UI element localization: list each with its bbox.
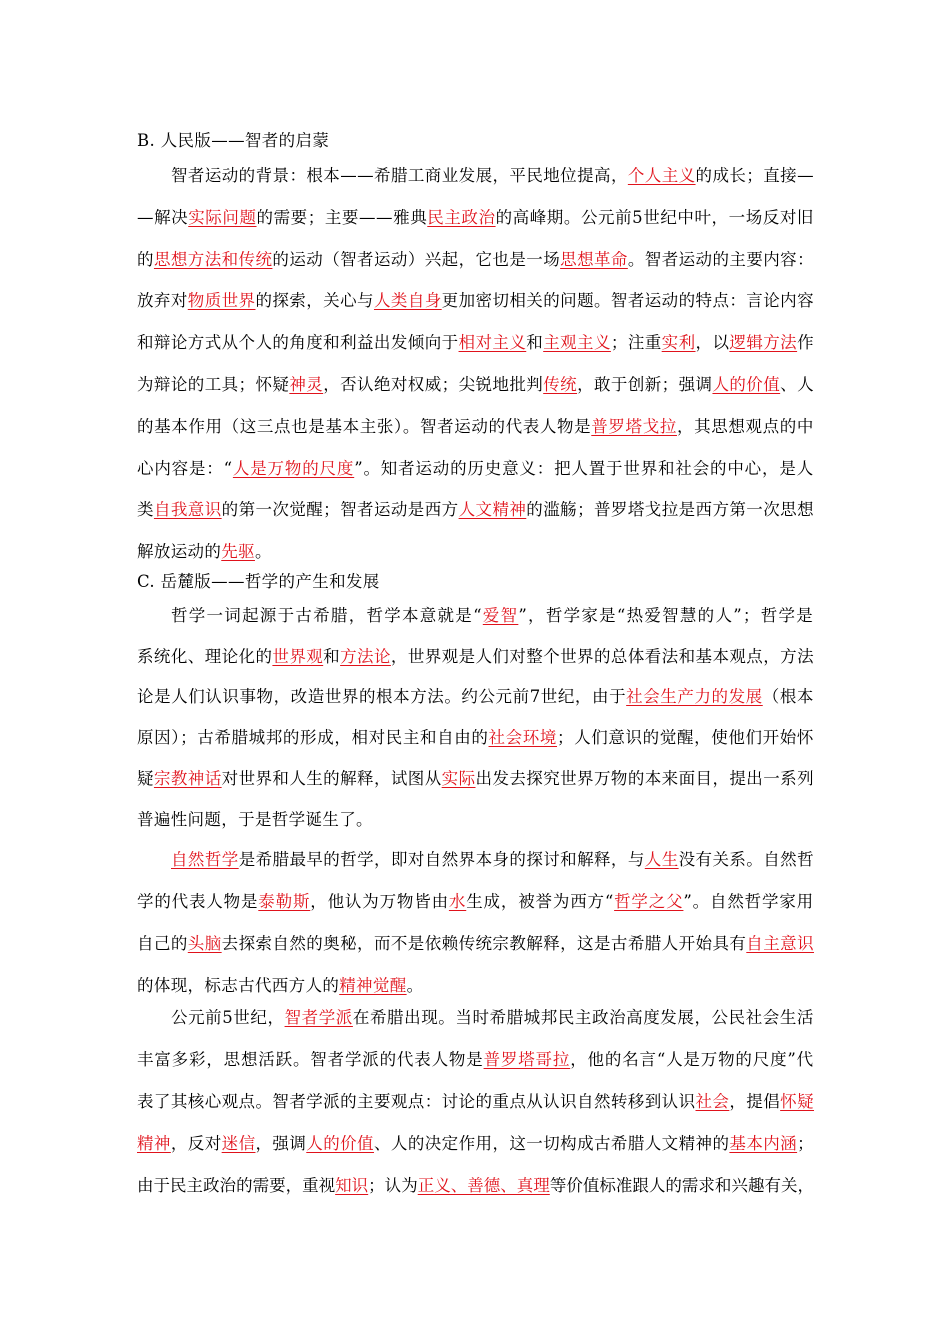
text-run: ，世界观是人们对整个世界的总体看法和基本观点，方法 xyxy=(390,646,814,666)
keyword: 逻辑方法 xyxy=(729,333,798,353)
keyword: 神灵 xyxy=(289,375,324,394)
paragraph-line xyxy=(137,287,814,311)
text-run: 的 xyxy=(137,249,154,269)
text-run: ，他认为万物皆由 xyxy=(310,892,449,911)
keyword: 精神 xyxy=(137,1134,171,1153)
keyword: 实际问题 xyxy=(188,207,257,227)
text-run: 。 xyxy=(254,542,272,562)
paragraph-line xyxy=(137,806,373,830)
keyword: 人生 xyxy=(644,850,679,869)
text-run: 论是人们认识事物，改造世界的根本方法。约公元前7世纪，由于 xyxy=(137,687,627,707)
paragraph-line xyxy=(137,246,814,270)
paragraph-line xyxy=(137,204,814,228)
text-run: 是希腊最早的哲学，即对自然界本身的探讨和解释，与 xyxy=(238,850,645,869)
text-run: 出发去探究世界万物的本来面目，提出一系列 xyxy=(475,768,814,788)
keyword: 思想革命 xyxy=(560,249,628,269)
text-run: ”。自然哲学家用 xyxy=(683,892,814,911)
text-run: ； xyxy=(797,1134,815,1153)
keyword: 知识 xyxy=(335,1176,369,1195)
keyword: 水 xyxy=(448,892,467,911)
paragraph-line xyxy=(171,162,814,186)
text-run: 去探索自然的奥秘，而不是依赖传统宗教解释，这是古希腊人开始具有 xyxy=(221,934,747,953)
text-run: 的基本作用（这三点也是基本主张）。智者运动的代表人物是 xyxy=(137,416,592,436)
text-run: 的探索，关心与 xyxy=(255,291,374,311)
paragraph-line xyxy=(137,765,814,789)
text-run: ”。知者运动的历史意义：把人置于世界和社会的中心，是人 xyxy=(354,458,814,478)
text-run: 由于民主政治的需要，重视 xyxy=(137,1176,336,1195)
text-run: 。智者运动的主要内容： xyxy=(627,249,815,269)
keyword: 普罗塔哥拉 xyxy=(483,1050,571,1069)
keyword: 人文精神 xyxy=(458,500,527,520)
keyword: 社会生产力的发展 xyxy=(626,687,763,707)
text-run: （根本 xyxy=(762,687,814,707)
text-run: 的成长；直接— xyxy=(695,166,814,185)
keyword: 方法论 xyxy=(340,646,391,666)
keyword: 迷信 xyxy=(221,1134,256,1153)
text-run: 的运动（智者运动）兴起，它也是一场 xyxy=(272,249,561,269)
keyword: 先驱 xyxy=(221,542,255,562)
text-run: 心内容是：“ xyxy=(137,458,233,478)
text-run: ，提倡 xyxy=(729,1092,781,1111)
paragraph-line xyxy=(137,496,814,520)
text-run: 和辩论方式从个人的角度和利益出发倾向于 xyxy=(137,333,459,353)
text-run: 系统化、理论化的 xyxy=(137,646,273,666)
keyword: 人是万物的尺度 xyxy=(232,458,355,478)
keyword: 正义、善德、真理 xyxy=(417,1176,550,1195)
text-run: 作 xyxy=(797,333,815,353)
paragraph-line xyxy=(137,888,814,912)
keyword: 怀疑 xyxy=(780,1092,814,1111)
text-run: 表了其核心观点。智者学派的主要观点：讨论的重点从认识自然转移到认识 xyxy=(137,1092,696,1111)
paragraph-line xyxy=(137,972,423,996)
text-run: 的滥觞；普罗塔戈拉是西方第一次思想 xyxy=(526,500,815,520)
text-run: 的体现，标志古代西方人的 xyxy=(137,976,340,995)
text-run: 生成，被誉为西方“ xyxy=(466,892,615,911)
text-run: —解决 xyxy=(137,207,189,227)
keyword: 宗教神话 xyxy=(153,768,222,788)
keyword: 精神觉醒 xyxy=(339,976,407,995)
paragraph-line xyxy=(171,846,814,870)
keyword: 泰勒斯 xyxy=(258,892,311,911)
keyword: 个人主义 xyxy=(627,166,696,185)
text-run: ，其思想观点的中 xyxy=(676,416,814,436)
text-run: 、人的决定作用，这一切构成古希腊人文精神的 xyxy=(373,1134,730,1153)
keyword: 传统 xyxy=(543,375,578,394)
text-run: 在希腊出现。当时希腊城邦民主政治高度发展，公民社会生活 xyxy=(352,1008,815,1027)
text-run: 、人 xyxy=(780,375,815,394)
paragraph-line xyxy=(137,538,272,562)
paragraph-line xyxy=(137,329,814,353)
paragraph-line xyxy=(137,1046,814,1070)
keyword: 哲学之父 xyxy=(614,892,684,911)
keyword: 社会环境 xyxy=(488,728,558,748)
text-run: 放弃对 xyxy=(137,291,188,311)
text-run: 自己的 xyxy=(137,934,188,953)
keyword: 世界观 xyxy=(272,646,324,666)
paragraph-line xyxy=(137,455,814,479)
paragraph-line xyxy=(137,724,814,748)
keyword: 相对主义 xyxy=(458,333,527,353)
text-run: ；认为 xyxy=(368,1176,418,1195)
text-run: 学的代表人物是 xyxy=(137,892,259,911)
paragraph-line xyxy=(137,683,814,707)
paragraph-line xyxy=(137,413,814,437)
text-run: 和 xyxy=(323,646,341,666)
text-run: 等价值标准跟人的需求和兴趣有关， xyxy=(549,1176,814,1195)
keyword: 爱智 xyxy=(482,606,519,625)
keyword: 人的价值 xyxy=(712,375,781,394)
keyword: 头脑 xyxy=(187,934,222,953)
keyword: 自我意识 xyxy=(153,500,222,520)
text-run: 丰富多彩，思想活跃。智者学派的代表人物是 xyxy=(137,1050,484,1069)
keyword: 普罗塔戈拉 xyxy=(591,416,677,436)
keyword: 主观主义 xyxy=(543,333,611,353)
text-run: 为辩论的工具；怀疑 xyxy=(137,375,290,394)
text-run: 更加密切相关的问题。智者运动的特点：言论内容 xyxy=(441,291,815,311)
text-run: 公元前5世纪， xyxy=(171,1008,285,1027)
paragraph-line xyxy=(137,1130,814,1154)
text-run: 。 xyxy=(406,976,424,995)
text-run: 没有关系。自然哲 xyxy=(678,850,814,869)
text-run: 的高峰期。公元前5世纪中叶，一场反对旧 xyxy=(495,207,814,227)
text-run: 普遍性问题，于是哲学诞生了。 xyxy=(137,809,373,829)
text-run: 和 xyxy=(526,333,544,353)
text-run: 原因）；古希腊城邦的形成，相对民主和自由的 xyxy=(137,728,489,748)
text-run: 的第一次觉醒；智者运动是西方 xyxy=(221,500,459,520)
text-run: ，他的名言“人是万物的尺度”代 xyxy=(570,1050,814,1069)
section-heading: C. 岳麓版——哲学的产生和发展 xyxy=(137,572,380,591)
text-run: ，反对 xyxy=(170,1134,222,1153)
keyword: 人的价值 xyxy=(306,1134,374,1153)
paragraph-line xyxy=(137,643,814,667)
text-run: ，以 xyxy=(695,333,730,353)
text-run: 哲学一词起源于古希腊，哲学本意就是“ xyxy=(171,606,483,625)
text-run: 的需要；主要——雅典 xyxy=(256,207,428,227)
keyword: 民主政治 xyxy=(427,207,496,227)
text-run: 对世界和人生的解释，试图从 xyxy=(221,768,442,788)
text-run: ，否认绝对权威；尖锐地批判 xyxy=(323,375,544,394)
paragraph-line xyxy=(171,602,814,626)
section-heading: B. 人民版——智者的启蒙 xyxy=(137,131,330,150)
keyword: 自主意识 xyxy=(746,934,814,953)
keyword: 实利 xyxy=(661,333,696,353)
keyword: 智者学派 xyxy=(284,1008,353,1027)
paragraph-line xyxy=(137,1172,814,1196)
text-run: 疑 xyxy=(137,768,154,788)
keyword: 思想方法和传统 xyxy=(153,249,273,269)
paragraph-line xyxy=(137,1088,814,1112)
text-run: 类 xyxy=(137,500,154,520)
text-run: ”，哲学家是“热爱智慧的人”；哲学是 xyxy=(518,606,814,625)
paragraph-line xyxy=(171,1004,814,1028)
text-run: ，敢于创新；强调 xyxy=(577,375,713,394)
keyword: 人类自身 xyxy=(373,291,442,311)
keyword: 基本内涵 xyxy=(729,1134,798,1153)
text-run: 智者运动的背景：根本——希腊工商业发展，平民地位提高， xyxy=(171,166,628,185)
text-run: ；人们意识的觉醒，使他们开始怀 xyxy=(557,728,814,748)
text-run: 解放运动的 xyxy=(137,542,222,562)
paragraph-line xyxy=(137,930,814,954)
paragraph-line xyxy=(137,371,814,395)
text-run: ，强调 xyxy=(255,1134,307,1153)
keyword: 社会 xyxy=(695,1092,730,1111)
keyword: 自然哲学 xyxy=(171,850,239,869)
keyword: 物质世界 xyxy=(187,291,256,311)
keyword: 实际 xyxy=(441,768,476,788)
text-run: ；注重 xyxy=(610,333,662,353)
